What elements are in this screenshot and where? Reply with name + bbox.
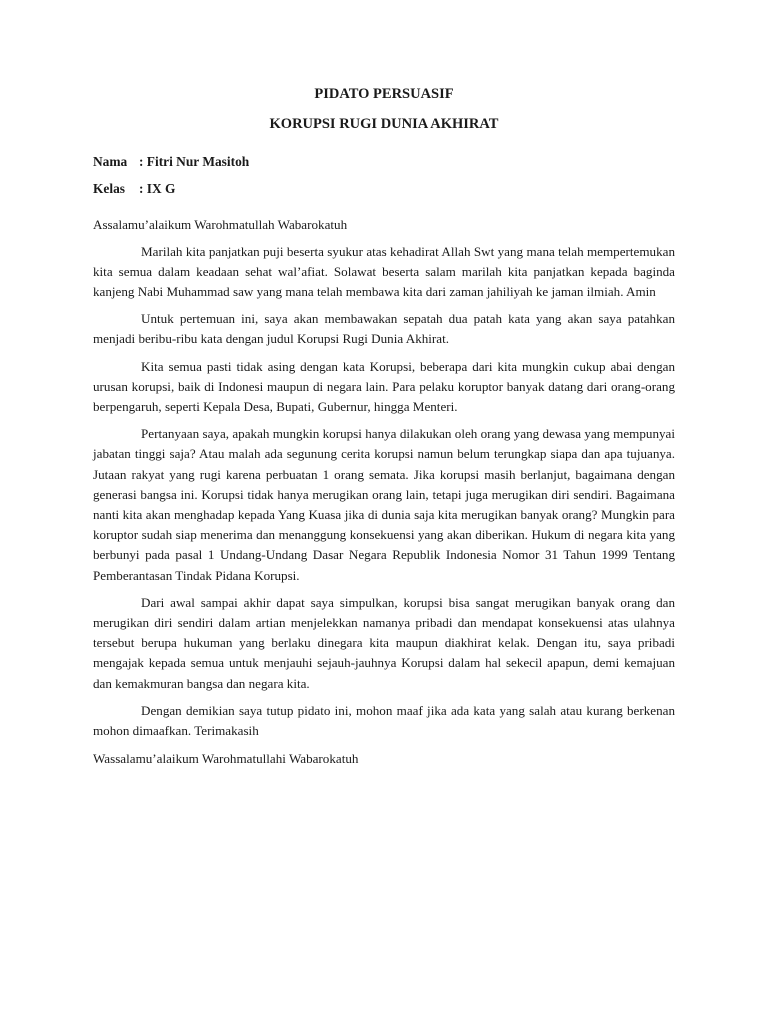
- paragraph-introduction: Untuk pertemuan ini, saya akan membawakan sepatah dua patah kata yang akan saya patahkan menjadi beribu-ribu kata dengan judul Korupsi Rugi Dunia Akhirat.: [93, 311, 675, 347]
- class-line: [93, 179, 675, 199]
- paragraph-opening: Marilah kita panjatkan puji beserta syukur atas kehadirat Allah Swt yang mana telah mempertemukan kita semua dalam keadaan sehat wal’afiat. Solawat beserta salam marilah kita panjatkan kepada baginda kanjeng Nabi Muhammad saw yang mana telah membawa kita dari zaman jahiliyah ke jaman ilmiah. Amin: [93, 243, 675, 300]
- closing-greeting: Wassalamu’alaikum Warohmatullahi Wabarokatuh: [93, 751, 359, 767]
- name-line: [93, 152, 675, 172]
- document-page: [93, 84, 675, 769]
- name-label: Nama: [93, 154, 128, 169]
- paragraph-argument: Pertanyaan saya, apakah mungkin korupsi hanya dilakukan oleh orang yang dewasa yang mempunyai jabatan tinggi saja? Atau malah ada segunung cerita korupsi namun belum terungkap siapa dan apa tujuanya. Jutaan rakyat yang rugi karena perbuatan 1 orang semata. Jika korupsi masih berlanjut, bagaimana dengan generasi bangsa ini. Korupsi tidak hanya merugikan orang lain, tetapi juga merugikan diri sendiri. Bagaimana nanti kita akan menghadap kepada Yang Kuasa jika di dunia saja kita merugikan banyak orang? Mungkin para koruptor sudah siap menerima dan menanggung konsekuensi yang akan diberikan. Hukum di negara kita yang berbunyi pada pasal 1 Undang-Undang Dasar Negara Republik Indonesia Nomor 31 Tahun 1999 Tentang Pemberantasan Tindak Pidana Korupsi.: [93, 426, 675, 583]
- paragraph-conclusion: Dari awal sampai akhir dapat saya simpulkan, korupsi bisa sangat merugikan banyak orang dan merugikan diri sendiri dalam artian menjelekkan namanya pribadi dan mendapat konsekuensi atas ulahnya tersebut berupa hukuman yang berlaku dinegara kita maupun diakhirat kelak. Dengan itu, saya pribadi mengajak kepada semua untuk menjauhi sejauh-jauhnya Korupsi dalam hal sekecil apapun, demi kemajuan dan kemakmuran bangsa dan negara kita.: [93, 594, 675, 691]
- class-label: Kelas: [93, 181, 125, 197]
- paragraph-closing-remarks: Dengan demikian saya tutup pidato ini, mohon maaf jika ada kata yang salah atau kurang berkenan mohon dimaafkan. Terimakasih: [93, 702, 675, 739]
- class-value: : IX G: [139, 181, 176, 197]
- opening-greeting: Assalamu’alaikum Warohmatullah Wabarokatuh: [93, 217, 348, 233]
- document-title: PIDATO PERSUASIF: [314, 86, 454, 102]
- name-value: : Fitri Nur Masitoh: [139, 154, 250, 169]
- paragraph-context: Kita semua pasti tidak asing dengan kata Korupsi, beberapa dari kita mungkin cukup abai dengan urusan korupsi, baik di Indonesi maupun di negara lain. Para pelaku koruptor banyak datang dari orang-orang berpengaruh, seperti Kepala Desa, Bupati, Gubernur, hingga Menteri.: [93, 358, 675, 415]
- document-subtitle: KORUPSI RUGI DUNIA AKHIRAT: [269, 116, 499, 132]
